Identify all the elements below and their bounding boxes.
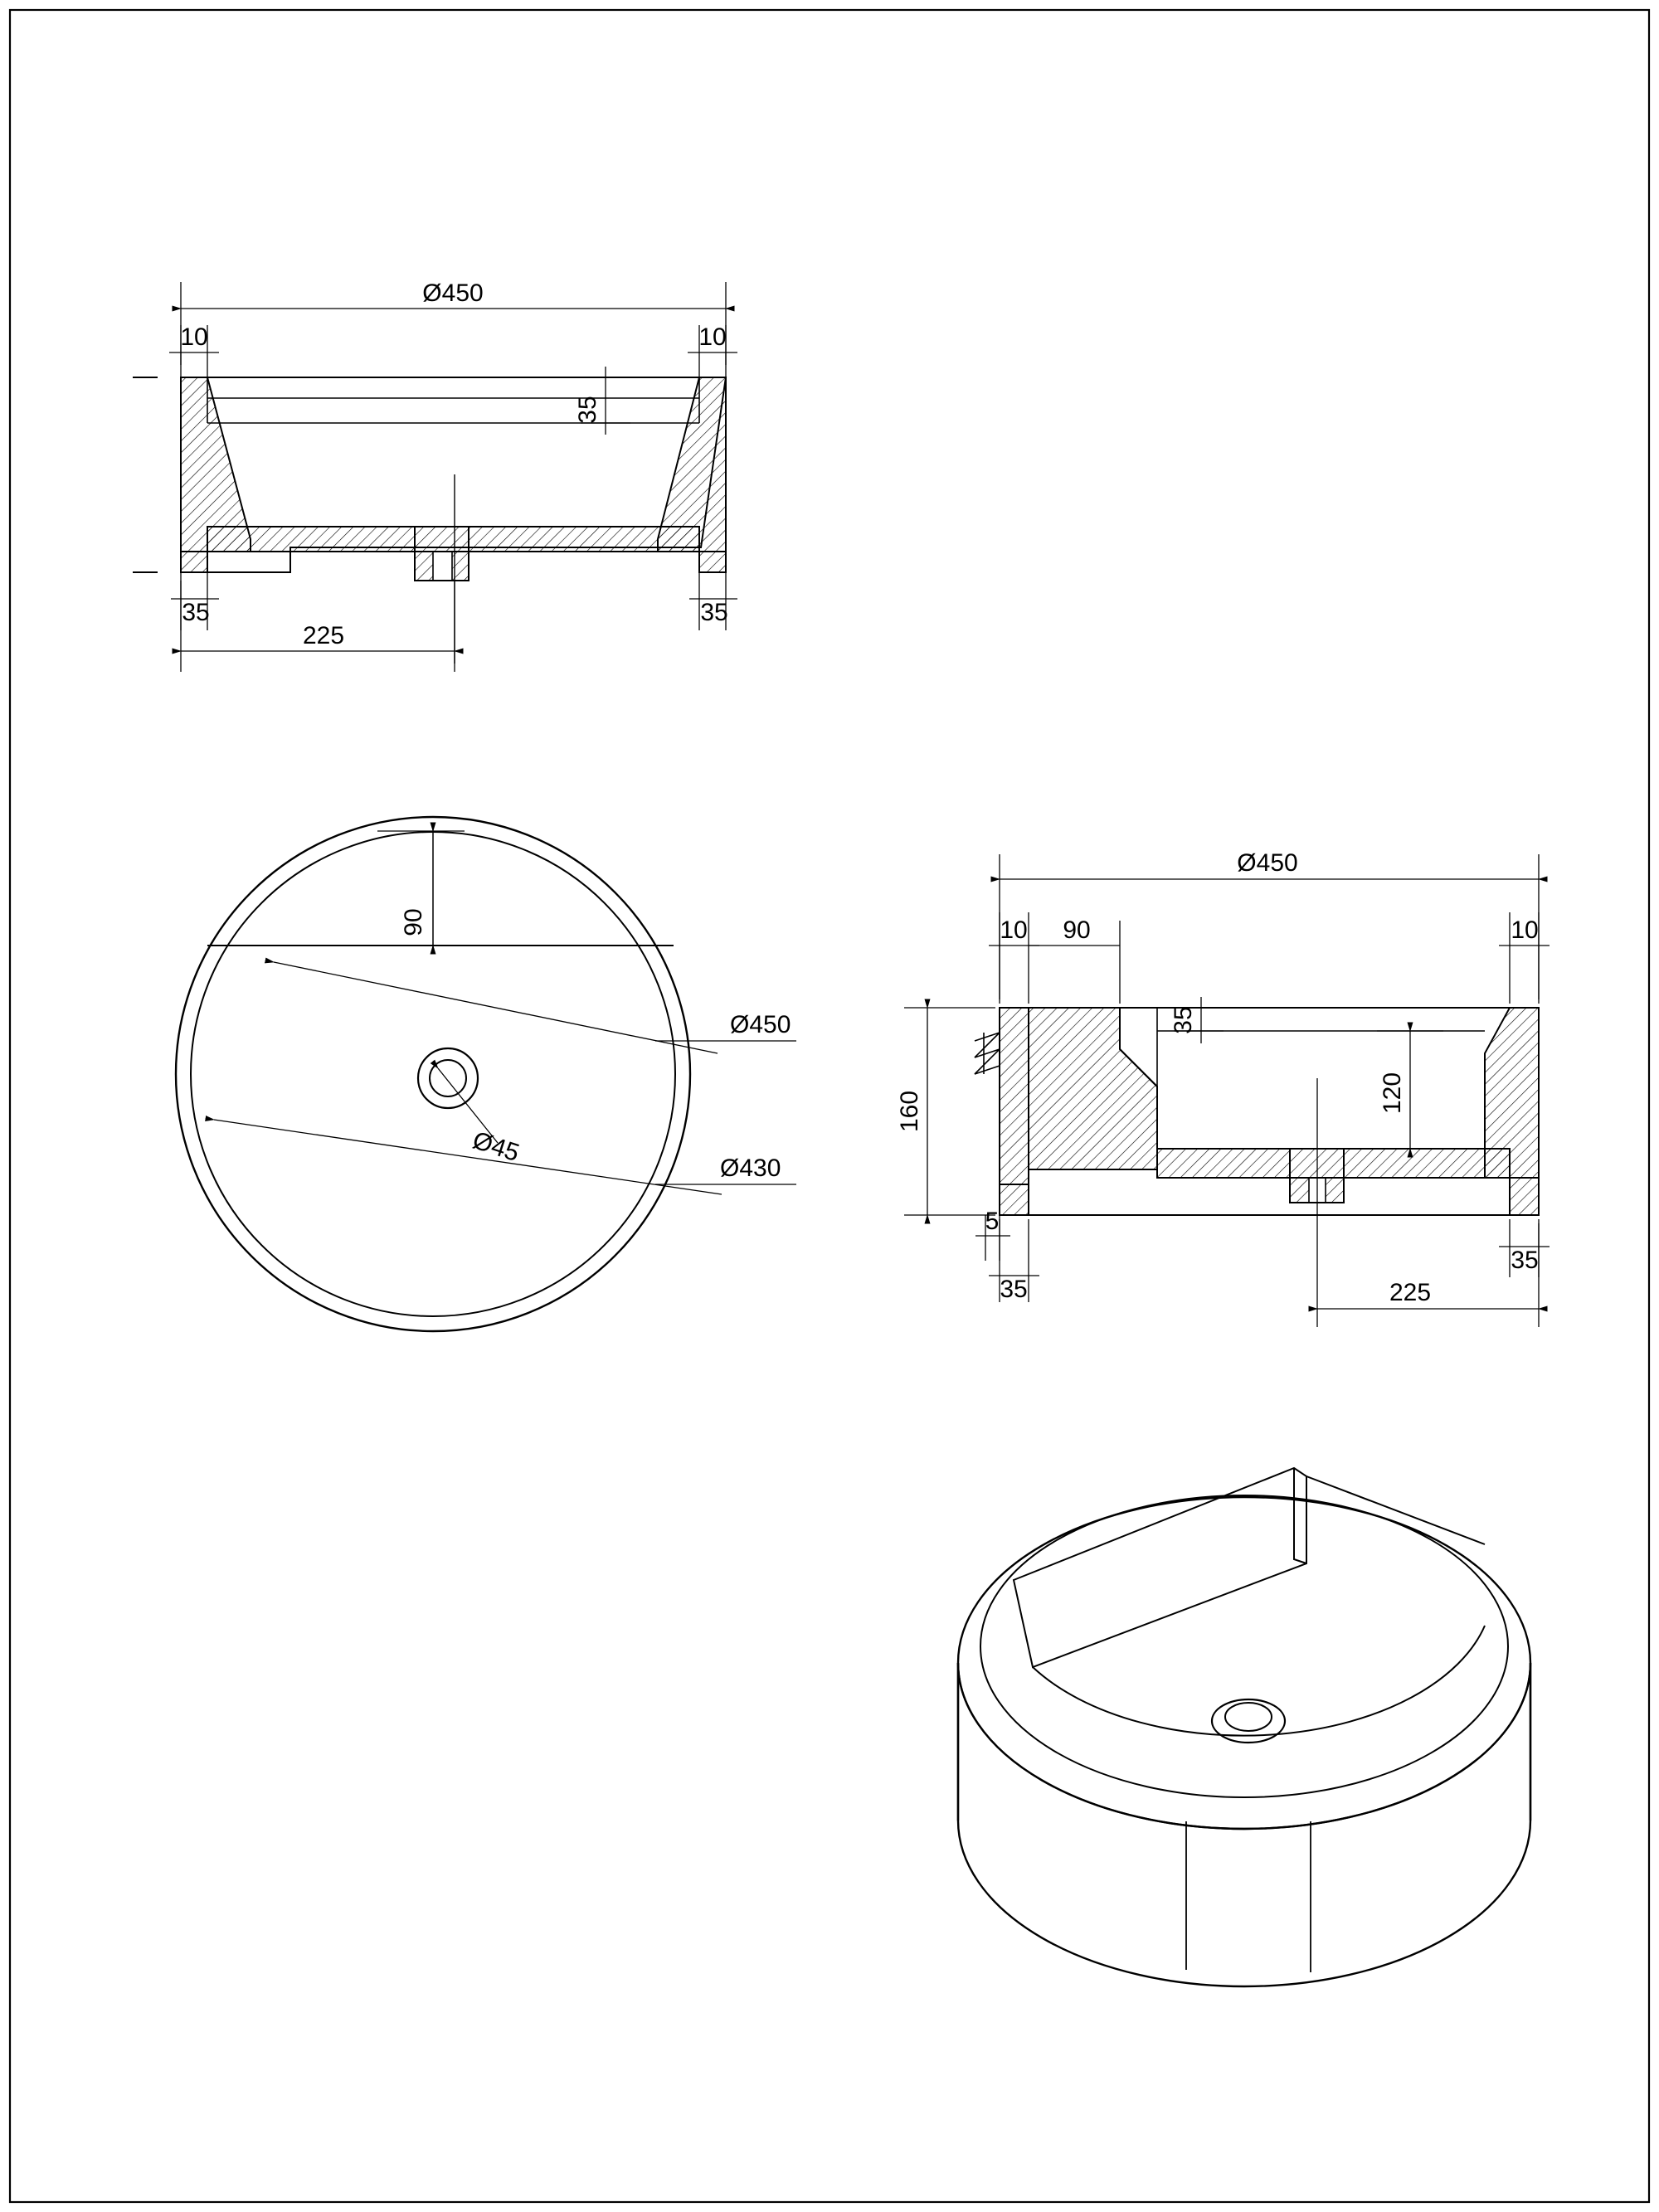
front-elevation-section bbox=[133, 280, 737, 672]
tp-drain-outer bbox=[418, 1048, 478, 1108]
dimension-fe-diameter bbox=[181, 280, 726, 365]
dim-label-ss-base-5: 5 bbox=[985, 1208, 1000, 1235]
dimension-ss-foot-span bbox=[1317, 1223, 1539, 1327]
dimension-fe-foot-span bbox=[181, 581, 455, 672]
dimension-ss-bowl-depth bbox=[1377, 1031, 1443, 1149]
dimension-fe-wall-right bbox=[688, 323, 737, 382]
dim-label-ss-shelf: 90 bbox=[1063, 916, 1091, 944]
ss-inner-rim-lines bbox=[1157, 1008, 1510, 1087]
dim-label-fe-rim-depth: 35 bbox=[574, 396, 601, 424]
dimension-ss-wall-right bbox=[1499, 912, 1550, 1004]
dim-label-ss-diameter: Ø450 bbox=[1237, 849, 1298, 877]
dimension-fe-wall-left bbox=[169, 323, 219, 382]
tp-drain-inner bbox=[430, 1060, 466, 1096]
fe-level-ticks bbox=[133, 377, 158, 572]
dim-label-tp-drain-dia: Ø45 bbox=[469, 1126, 523, 1168]
dim-label-tp-offset-90: 90 bbox=[400, 908, 427, 936]
dimension-tp-outer-dia bbox=[274, 962, 796, 1053]
ss-bottom-slab-section bbox=[1157, 1149, 1510, 1178]
dim-label-fe-diameter: Ø450 bbox=[422, 280, 484, 307]
dim-label-tp-inner-dia: Ø430 bbox=[720, 1155, 781, 1182]
side-section-view bbox=[896, 849, 1550, 1327]
dim-label-ss-foot-right: 35 bbox=[1511, 1247, 1539, 1274]
fe-inner-rim-lines bbox=[207, 377, 699, 423]
iso-shelf bbox=[1014, 1468, 1485, 1736]
dim-label-ss-rim-depth: 35 bbox=[1170, 1006, 1197, 1034]
isometric-view bbox=[958, 1468, 1530, 1986]
dim-label-ss-foot-span: 225 bbox=[1389, 1279, 1432, 1306]
dim-label-tp-outer-dia: Ø450 bbox=[730, 1011, 791, 1038]
iso-side-edges bbox=[958, 1663, 1530, 1972]
dim-label-ss-foot-left: 35 bbox=[1000, 1276, 1028, 1303]
dim-label-fe-foot-span: 225 bbox=[302, 622, 345, 649]
dimension-ss-rim-depth bbox=[1170, 997, 1224, 1043]
dimension-ss-shelf bbox=[1029, 916, 1120, 1004]
dim-label-fe-foot-right: 35 bbox=[700, 599, 728, 626]
dimension-tp-offset-90 bbox=[377, 829, 465, 954]
dimension-fe-foot-right bbox=[689, 572, 737, 630]
dim-label-ss-height: 160 bbox=[896, 1090, 923, 1133]
top-plan-view bbox=[176, 817, 796, 1331]
dimension-tp-drain-dia bbox=[438, 1068, 523, 1167]
ss-right-wall-section bbox=[1485, 1008, 1539, 1215]
dim-label-ss-wall-left: 10 bbox=[1000, 916, 1028, 944]
ss-left-shelf-section bbox=[1000, 1008, 1157, 1215]
dim-label-fe-foot-left: 35 bbox=[182, 599, 210, 626]
fe-bottom-slab-section bbox=[207, 527, 699, 552]
dim-label-ss-bowl-depth: 120 bbox=[1379, 1072, 1406, 1115]
dimension-fe-foot-left bbox=[171, 572, 219, 630]
dim-label-ss-wall-right: 10 bbox=[1511, 916, 1539, 944]
dim-label-fe-wall-right: 10 bbox=[698, 323, 727, 351]
dimension-ss-foot-right bbox=[1499, 1219, 1550, 1277]
ss-break-symbol bbox=[975, 1033, 1000, 1074]
dim-label-fe-wall-left: 10 bbox=[180, 323, 208, 351]
iso-outer-body bbox=[958, 1495, 1530, 1986]
dimension-ss-wall-left bbox=[989, 912, 1039, 1004]
